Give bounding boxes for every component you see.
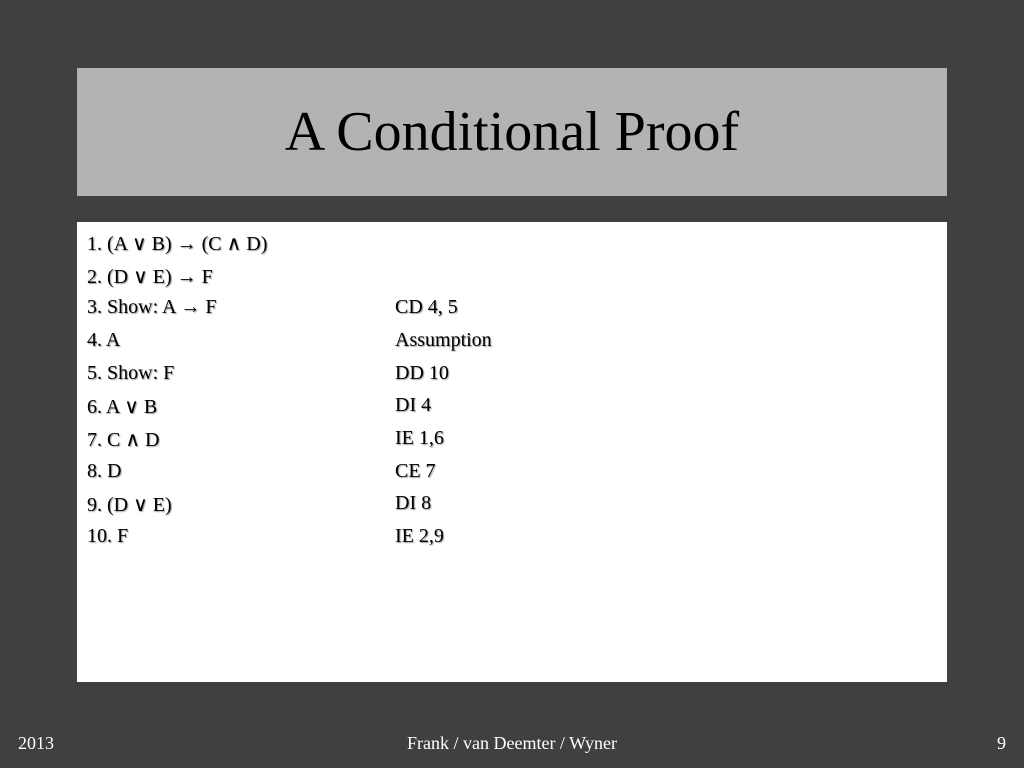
proof-line-9 [87,492,937,525]
proof-line-1 [87,231,937,264]
proof-justification: IE 1,6 [395,427,444,449]
proof-statement: 1. (A ∨ B) → (C ∧ D) [87,233,268,255]
proof-line-6 [87,394,937,427]
footer-year: 2013 [18,733,54,753]
proof-justification: DI 4 [395,394,432,416]
proof-statement: 10. F [87,525,129,547]
proof-statement: 5. Show: F [87,362,175,384]
proof-line-4 [87,329,937,362]
proof-line-10 [87,525,937,558]
footer-page-number: 9 [997,733,1006,753]
proof-statement: 2. (D ∨ E) → F [87,266,213,288]
proof-statement: 4. A [87,329,121,351]
proof-justification: CD 4, 5 [395,296,458,318]
proof-line-3 [87,296,937,329]
proof-line-2 [87,264,937,297]
proof-statement: 6. A ∨ B [87,396,158,418]
proof-justification: DI 8 [395,492,432,514]
slide-title: A Conditional Proof [284,101,740,163]
proof-line-5 [87,362,937,395]
proof-statement: 3. Show: A → F [87,296,217,318]
proof-line-8 [87,460,937,493]
proof-justification: CE 7 [395,460,436,482]
proof-statement: 8. D [87,460,122,482]
proof-statement: 7. C ∧ D [87,429,160,451]
proof-justification: Assumption [395,329,492,351]
proof-justification: IE 2,9 [395,525,444,547]
title-banner [77,68,947,196]
proof-justification: DD 10 [395,362,449,384]
proof-statement: 9. (D ∨ E) [87,494,172,516]
proof-content-box [77,222,947,682]
proof-line-7 [87,427,937,460]
footer-authors: Frank / van Deemter / Wyner [406,733,617,753]
